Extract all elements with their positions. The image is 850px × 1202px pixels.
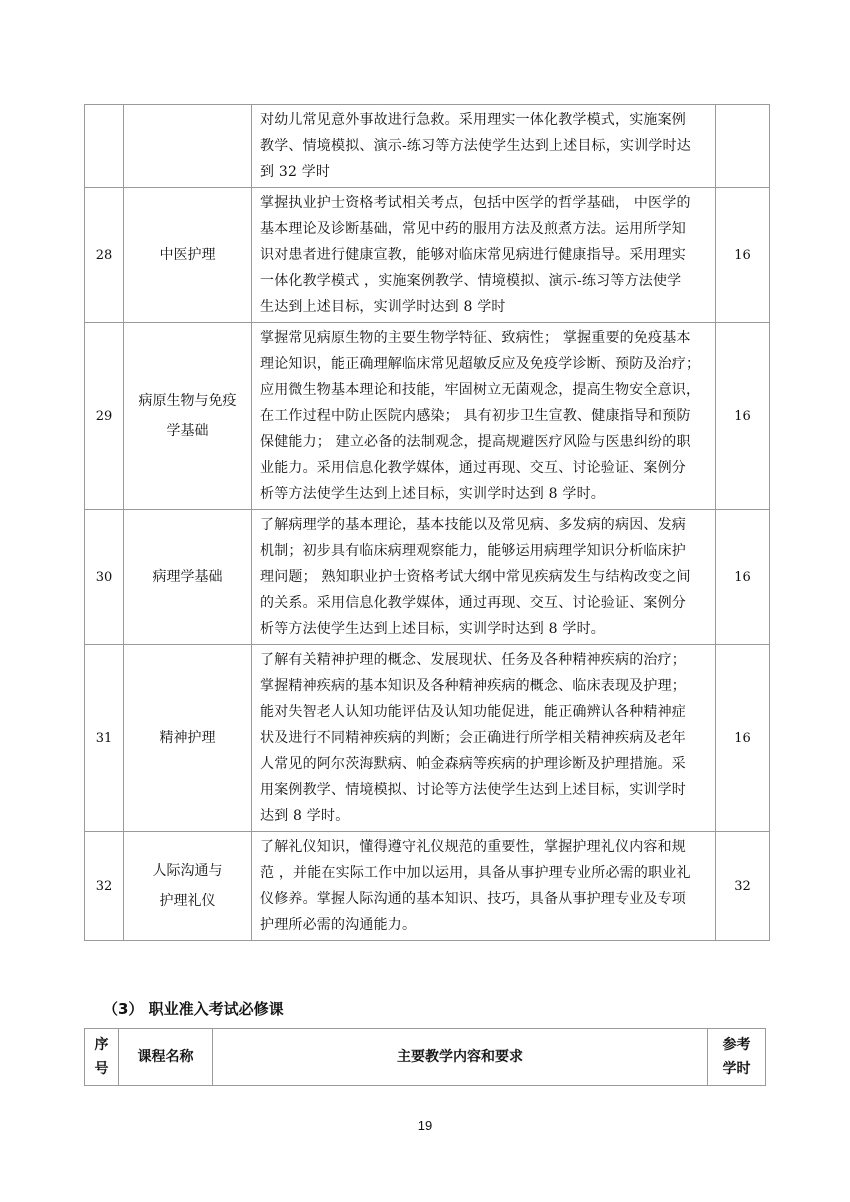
content-line: 一体化教学模式 ，实施案例教学、情境模拟、演示-练习等方法使学 — [260, 273, 682, 289]
course-name-cell — [124, 832, 252, 941]
content-line: 析等方法使学生达到上述目标，实训学时达到 8 学时。 — [260, 621, 606, 637]
content-line: 理论知识，能正确理解临床常见超敏反应及免疫学诊断、预防及治疗； — [260, 356, 701, 372]
course-content-cell — [252, 832, 716, 941]
course-name-cell — [124, 510, 252, 645]
header-hours — [708, 1029, 766, 1086]
content-line: 人常见的阿尔茨海默病、帕金森病等疾病的护理诊断及护理措施。采 — [260, 756, 686, 772]
course-name-line: 护理礼仪 — [159, 893, 216, 909]
course-name-line: 病原生物与免疫 — [138, 393, 237, 409]
course-name-cell — [124, 323, 252, 510]
table-row-continued — [85, 105, 770, 188]
content-line: 保健能力； 建立必备的法制观念，提高规避医疗风险与医患纠纷的职 — [260, 434, 691, 450]
content-line: 理问题； 熟知职业护士资格考试大纲中常见疾病发生与结构改变之间 — [260, 569, 691, 585]
content-line: 护理所必需的沟通能力。 — [260, 917, 417, 933]
course-content-cell — [252, 323, 716, 510]
content-line: 对幼儿常见意外事故进行急救。采用理实一体化教学模式，实施案例 — [260, 112, 686, 128]
course-name-cell — [124, 645, 252, 832]
course-name-line: 病理学基础 — [152, 569, 223, 585]
content-line: 基本理论及诊断基础，常见中药的服用方法及煎煮方法。运用所学知 — [260, 221, 686, 237]
course-name-line: 学基础 — [166, 423, 209, 439]
header-course-name: 课程名称 — [119, 1029, 213, 1086]
content-line: 能对失智老人认知功能评估及认知功能促进，能正确辨认各种精神症 — [260, 704, 686, 720]
course-hours-cell — [716, 105, 770, 188]
header-num-line: 序 — [94, 1037, 109, 1053]
content-line: 范 ，并能在实际工作中加以运用，具备从事护理专业所必需的职业礼 — [260, 865, 691, 881]
course-content-cell — [252, 510, 716, 645]
content-line: 教学、情境模拟、演示-练习等方法使学生达到上述目标，实训学时达 — [260, 138, 691, 154]
header-hours-line: 参考 — [722, 1037, 751, 1053]
content-line: 的关系。采用信息化教学媒体，通过再现、交互、讨论验证、案例分 — [260, 595, 686, 611]
content-line: 仪修养。掌握人际沟通的基本知识、技巧，具备从事护理专业及专项 — [260, 891, 686, 907]
course-name-line: 人际沟通与 — [152, 863, 223, 879]
content-line: 应用微生物基本理论和技能，牢固树立无菌观念，提高生物安全意识， — [260, 382, 701, 398]
content-line: 了解有关精神护理的概念、发展现状、任务及各种精神疾病的治疗； — [260, 652, 686, 668]
table-row — [85, 323, 770, 510]
course-content-cell — [252, 105, 716, 188]
course-number-cell: 28 — [85, 188, 124, 323]
course-hours-cell: 16 — [716, 510, 770, 645]
content-line: 达到 8 学时。 — [260, 808, 350, 824]
page-number: 19 — [417, 1118, 433, 1133]
curriculum-table-body — [85, 105, 770, 941]
content-line: 机制；初步具有临床病理观察能力，能够运用病理学知识分析临床护 — [260, 543, 686, 559]
course-number-cell: 32 — [85, 832, 124, 941]
course-hours-cell: 16 — [716, 188, 770, 323]
section-heading: （3） 职业准入考试必修课 — [103, 1000, 284, 1018]
content-line: 识对患者进行健康宣教，能够对临床常见病进行健康指导。采用理实 — [260, 247, 686, 263]
course-hours-cell: 16 — [716, 645, 770, 832]
course-name-line: 中医护理 — [159, 247, 216, 263]
content-line: 掌握常见病原生物的主要生物学特征、致病性； 掌握重要的免疫基本 — [260, 330, 691, 346]
content-line: 用案例教学、情境模拟、讨论等方法使学生达到上述目标，实训学时 — [260, 782, 686, 798]
content-line: 了解礼仪知识，懂得遵守礼仪规范的重要性，掌握护理礼仪内容和规 — [260, 839, 686, 855]
course-number-cell — [85, 105, 124, 188]
course-content-cell — [252, 188, 716, 323]
curriculum-table — [84, 104, 770, 941]
course-number-cell: 31 — [85, 645, 124, 832]
content-line: 掌握执业护士资格考试相关考点，包括中医学的哲学基础， 中医学的 — [260, 195, 691, 211]
content-line: 到 32 学时 — [260, 164, 331, 180]
course-content-cell — [252, 645, 716, 832]
content-line: 状及进行不同精神疾病的判断；会正确进行所学相关精神疾病及老年 — [260, 730, 686, 746]
header-row — [85, 1029, 766, 1086]
course-number-cell: 29 — [85, 323, 124, 510]
course-hours-cell: 16 — [716, 323, 770, 510]
table-row — [85, 832, 770, 941]
header-hours-line: 学时 — [722, 1061, 751, 1077]
course-name-cell — [124, 105, 252, 188]
content-line: 掌握精神疾病的基本知识及各种精神疾病的概念、临床表现及护理； — [260, 678, 686, 694]
table-row — [85, 510, 770, 645]
content-line: 了解病理学的基本理论，基本技能以及常见病、多发病的病因、发病 — [260, 517, 686, 533]
header-content: 主要教学内容和要求 — [213, 1029, 708, 1086]
header-num — [85, 1029, 119, 1086]
course-name-cell — [124, 188, 252, 323]
header-num-line: 号 — [94, 1061, 109, 1077]
next-table-header — [84, 1028, 766, 1086]
course-name-line: 精神护理 — [159, 730, 216, 746]
course-number-cell: 30 — [85, 510, 124, 645]
content-line: 在工作过程中防止医院内感染； 具有初步卫生宣教、健康指导和预防 — [260, 408, 691, 424]
table-row — [85, 188, 770, 323]
course-hours-cell: 32 — [716, 832, 770, 941]
table-row — [85, 645, 770, 832]
content-line: 生达到上述目标，实训学时达到 8 学时 — [260, 299, 506, 315]
content-line: 业能力。采用信息化教学媒体，通过再现、交互、讨论验证、案例分 — [260, 460, 686, 476]
content-line: 析等方法使学生达到上述目标，实训学时达到 8 学时。 — [260, 486, 606, 502]
